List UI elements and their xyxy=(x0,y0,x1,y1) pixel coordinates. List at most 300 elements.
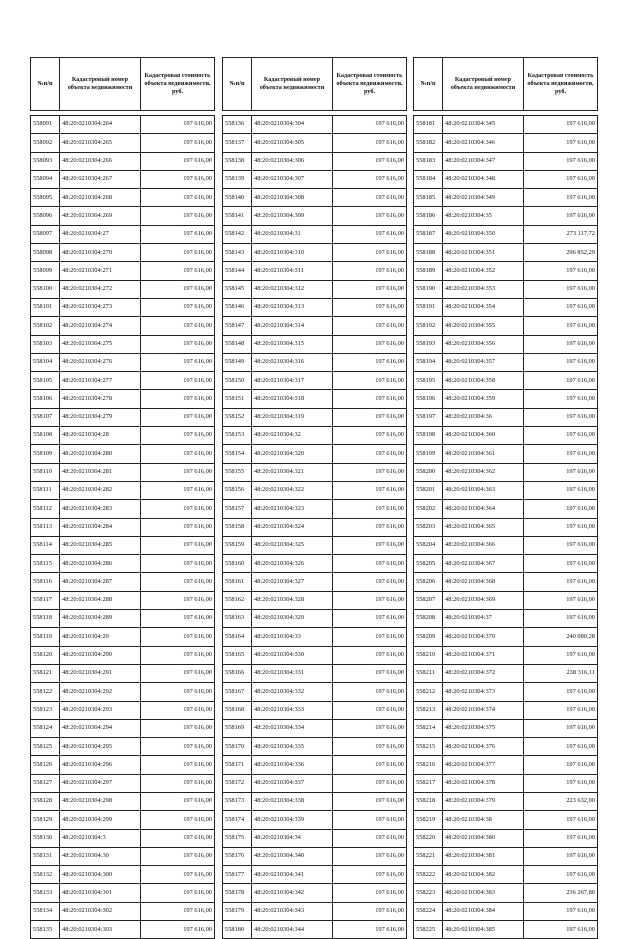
cadastral-number: 48:20:0210304:328 xyxy=(252,591,333,609)
cadastral-cost: 197 616,00 xyxy=(141,481,215,499)
cadastral-number: 48:20:0210304:297 xyxy=(60,774,141,792)
cadastral-cost: 197 616,00 xyxy=(333,134,407,152)
table-row xyxy=(31,610,215,628)
cadastral-number: 48:20:0210304:334 xyxy=(252,719,333,737)
cadastral-cost: 197 616,00 xyxy=(333,152,407,170)
cadastral-cost: 197 616,00 xyxy=(333,353,407,371)
cadastral-cost: 197 616,00 xyxy=(141,225,215,243)
row-number: 558139 xyxy=(223,170,252,188)
cadastral-cost: 197 616,00 xyxy=(333,756,407,774)
cadastral-number: 48:20:0210304:30 xyxy=(60,847,141,865)
cadastral-number: 48:20:0210304:348 xyxy=(443,170,524,188)
table-row xyxy=(31,701,215,719)
table-row xyxy=(223,280,407,298)
cadastral-number: 48:20:0210304:314 xyxy=(252,317,333,335)
cadastral-cost: 197 616,00 xyxy=(141,170,215,188)
cadastral-number: 48:20:0210304:331 xyxy=(252,664,333,682)
row-number: 558140 xyxy=(223,189,252,207)
table-row xyxy=(414,225,598,243)
cadastral-number: 48:20:0210304:342 xyxy=(252,884,333,902)
table-row xyxy=(223,408,407,426)
row-number: 558216 xyxy=(414,756,443,774)
row-number: 558133 xyxy=(31,884,60,902)
cadastral-cost: 197 616,00 xyxy=(524,719,598,737)
table-row xyxy=(414,317,598,335)
table-row xyxy=(223,683,407,701)
row-number: 558138 xyxy=(223,152,252,170)
cadastral-cost: 197 616,00 xyxy=(141,628,215,646)
table-row xyxy=(223,536,407,554)
cadastral-number: 48:20:0210304:371 xyxy=(443,646,524,664)
table-row xyxy=(31,847,215,865)
table-row xyxy=(31,189,215,207)
cadastral-cost: 197 616,00 xyxy=(333,408,407,426)
row-number: 558103 xyxy=(31,335,60,353)
row-number: 558146 xyxy=(223,298,252,316)
row-number: 558096 xyxy=(31,207,60,225)
row-number: 558197 xyxy=(414,408,443,426)
cadastral-number: 48:20:0210304:309 xyxy=(252,207,333,225)
cadastral-number: 48:20:0210304:333 xyxy=(252,701,333,719)
cadastral-number: 48:20:0210304:280 xyxy=(60,445,141,463)
cadastral-cost: 197 616,00 xyxy=(333,170,407,188)
row-number: 558157 xyxy=(223,500,252,518)
table-row xyxy=(31,207,215,225)
row-number: 558092 xyxy=(31,134,60,152)
row-number: 558109 xyxy=(31,445,60,463)
cadastral-cost: 197 616,00 xyxy=(141,756,215,774)
row-number: 558202 xyxy=(414,500,443,518)
table-row xyxy=(223,719,407,737)
table-row xyxy=(223,646,407,664)
row-number: 558131 xyxy=(31,847,60,865)
table-row xyxy=(223,335,407,353)
cadastral-cost: 197 616,00 xyxy=(333,427,407,445)
row-number: 558210 xyxy=(414,646,443,664)
row-number: 558199 xyxy=(414,445,443,463)
table-row xyxy=(414,134,598,152)
cadastral-cost: 197 616,00 xyxy=(141,445,215,463)
table-row xyxy=(414,646,598,664)
row-number: 558189 xyxy=(414,262,443,280)
cadastral-number: 48:20:0210304:385 xyxy=(443,921,524,939)
cadastral-number: 48:20:0210304:313 xyxy=(252,298,333,316)
row-number: 558176 xyxy=(223,847,252,865)
cadastral-number: 48:20:0210304:326 xyxy=(252,555,333,573)
row-number: 558105 xyxy=(31,372,60,390)
table-row xyxy=(414,262,598,280)
cadastral-cost: 197 616,00 xyxy=(141,792,215,810)
cadastral-cost: 197 616,00 xyxy=(333,847,407,865)
row-number: 558175 xyxy=(223,829,252,847)
cadastral-number: 48:20:0210304:265 xyxy=(60,134,141,152)
cadastral-cost: 197 616,00 xyxy=(524,518,598,536)
table-row xyxy=(223,555,407,573)
cadastral-number: 48:20:0210304:296 xyxy=(60,756,141,774)
cadastral-number: 48:20:0210304:332 xyxy=(252,683,333,701)
cadastral-cost: 197 616,00 xyxy=(524,847,598,865)
cadastral-cost: 197 616,00 xyxy=(524,774,598,792)
cadastral-cost: 197 616,00 xyxy=(333,445,407,463)
cadastral-number: 48:20:0210304:379 xyxy=(443,792,524,810)
cadastral-cost: 197 616,00 xyxy=(333,536,407,554)
table-row xyxy=(414,664,598,682)
table-row xyxy=(414,170,598,188)
row-number: 558158 xyxy=(223,518,252,536)
cadastral-number: 48:20:0210304:290 xyxy=(60,646,141,664)
cadastral-number: 48:20:0210304:307 xyxy=(252,170,333,188)
cadastral-number: 48:20:0210304:359 xyxy=(443,390,524,408)
cadastral-number: 48:20:0210304:33 xyxy=(252,628,333,646)
table-row xyxy=(414,244,598,262)
cadastral-number: 48:20:0210304:284 xyxy=(60,518,141,536)
table-row xyxy=(223,573,407,591)
header-num: №п/п xyxy=(223,58,252,111)
cadastral-cost: 197 616,00 xyxy=(333,792,407,810)
cadastral-cost: 197 616,00 xyxy=(524,116,598,134)
row-number: 558123 xyxy=(31,701,60,719)
table-row xyxy=(414,829,598,847)
table-row xyxy=(414,610,598,628)
cadastral-cost: 197 616,00 xyxy=(524,756,598,774)
cadastral-number: 48:20:0210304:347 xyxy=(443,152,524,170)
row-number: 558186 xyxy=(414,207,443,225)
cadastral-number: 48:20:0210304:35 xyxy=(443,207,524,225)
cadastral-number: 48:20:0210304:273 xyxy=(60,298,141,316)
row-number: 558127 xyxy=(31,774,60,792)
row-number: 558208 xyxy=(414,610,443,628)
cadastral-number: 48:20:0210304:295 xyxy=(60,738,141,756)
row-number: 558211 xyxy=(414,664,443,682)
cadastral-number: 48:20:0210304:350 xyxy=(443,225,524,243)
cadastral-cost: 197 616,00 xyxy=(524,500,598,518)
cadastral-number: 48:20:0210304:339 xyxy=(252,811,333,829)
cadastral-cost: 197 616,00 xyxy=(524,170,598,188)
row-number: 558182 xyxy=(414,134,443,152)
table-row xyxy=(223,902,407,920)
row-number: 558177 xyxy=(223,866,252,884)
row-number: 558207 xyxy=(414,591,443,609)
table-row xyxy=(31,335,215,353)
table-row xyxy=(223,792,407,810)
row-number: 558122 xyxy=(31,683,60,701)
cadastral-number: 48:20:0210304:354 xyxy=(443,298,524,316)
cadastral-number: 48:20:0210304:308 xyxy=(252,189,333,207)
cadastral-cost: 197 616,00 xyxy=(141,536,215,554)
table-row xyxy=(31,518,215,536)
row-number: 558214 xyxy=(414,719,443,737)
row-number: 558221 xyxy=(414,847,443,865)
row-number: 558093 xyxy=(31,152,60,170)
cadastral-cost: 197 616,00 xyxy=(333,298,407,316)
cadastral-number: 48:20:0210304:381 xyxy=(443,847,524,865)
table-row xyxy=(31,134,215,152)
cadastral-number: 48:20:0210304:321 xyxy=(252,463,333,481)
cadastral-number: 48:20:0210304:360 xyxy=(443,427,524,445)
cadastral-cost: 240 080,28 xyxy=(524,628,598,646)
cadastral-cost: 197 616,00 xyxy=(141,646,215,664)
cadastral-cost: 197 616,00 xyxy=(524,481,598,499)
cadastral-number: 48:20:0210304:375 xyxy=(443,719,524,737)
cadastral-cost: 197 616,00 xyxy=(141,317,215,335)
table-row xyxy=(31,390,215,408)
cadastral-cost: 197 616,00 xyxy=(524,353,598,371)
cadastral-number: 48:20:0210304:306 xyxy=(252,152,333,170)
cadastral-cost: 197 616,00 xyxy=(141,555,215,573)
cadastral-cost: 197 616,00 xyxy=(333,244,407,262)
table-row xyxy=(223,390,407,408)
row-number: 558215 xyxy=(414,738,443,756)
table-row xyxy=(414,591,598,609)
cadastral-number: 48:20:0210304:366 xyxy=(443,536,524,554)
cadastral-number: 48:20:0210304:269 xyxy=(60,207,141,225)
cadastral-cost: 197 616,00 xyxy=(141,902,215,920)
table-row xyxy=(223,116,407,134)
cadastral-cost: 197 616,00 xyxy=(333,811,407,829)
row-number: 558184 xyxy=(414,170,443,188)
row-number: 558201 xyxy=(414,481,443,499)
table-row xyxy=(31,445,215,463)
cadastral-number: 48:20:0210304:267 xyxy=(60,170,141,188)
row-number: 558212 xyxy=(414,683,443,701)
cadastral-cost: 197 616,00 xyxy=(524,335,598,353)
cadastral-cost: 197 616,00 xyxy=(141,463,215,481)
table-row xyxy=(223,225,407,243)
row-number: 558111 xyxy=(31,481,60,499)
cadastral-cost: 273 117,72 xyxy=(524,225,598,243)
cadastral-number: 48:20:0210304:32 xyxy=(252,427,333,445)
row-number: 558161 xyxy=(223,573,252,591)
cadastral-cost: 197 616,00 xyxy=(333,225,407,243)
cadastral-cost: 197 616,00 xyxy=(141,664,215,682)
cadastral-number: 48:20:0210304:3 xyxy=(60,829,141,847)
table-row xyxy=(414,536,598,554)
table-row xyxy=(223,170,407,188)
header-row xyxy=(414,58,598,111)
table-row xyxy=(414,445,598,463)
cadastral-cost: 197 616,00 xyxy=(524,866,598,884)
row-number: 558147 xyxy=(223,317,252,335)
table-row xyxy=(223,298,407,316)
table-row xyxy=(414,902,598,920)
row-number: 558185 xyxy=(414,189,443,207)
cadastral-cost: 197 616,00 xyxy=(524,829,598,847)
cadastral-number: 48:20:0210304:298 xyxy=(60,792,141,810)
row-number: 558183 xyxy=(414,152,443,170)
table-row xyxy=(31,792,215,810)
row-number: 558120 xyxy=(31,646,60,664)
cadastral-table xyxy=(222,57,407,939)
header-num: №п/п xyxy=(414,58,443,111)
cadastral-cost: 197 616,00 xyxy=(524,902,598,920)
cadastral-number: 48:20:0210304:374 xyxy=(443,701,524,719)
table-row xyxy=(414,408,598,426)
row-number: 558110 xyxy=(31,463,60,481)
row-number: 558213 xyxy=(414,701,443,719)
row-number: 558142 xyxy=(223,225,252,243)
table-row xyxy=(414,116,598,134)
row-number: 558156 xyxy=(223,481,252,499)
cadastral-cost: 197 616,00 xyxy=(141,811,215,829)
cadastral-number: 48:20:0210304:266 xyxy=(60,152,141,170)
table-row xyxy=(31,262,215,280)
row-number: 558167 xyxy=(223,683,252,701)
cadastral-number: 48:20:0210304:292 xyxy=(60,683,141,701)
table-row xyxy=(414,738,598,756)
row-number: 558171 xyxy=(223,756,252,774)
cadastral-number: 48:20:0210304:337 xyxy=(252,774,333,792)
table-row xyxy=(223,445,407,463)
cadastral-cost: 197 616,00 xyxy=(333,116,407,134)
cadastral-number: 48:20:0210304:301 xyxy=(60,884,141,902)
row-number: 558217 xyxy=(414,774,443,792)
row-number: 558121 xyxy=(31,664,60,682)
cadastral-number: 48:20:0210304:300 xyxy=(60,866,141,884)
cadastral-number: 48:20:0210304:286 xyxy=(60,555,141,573)
cadastral-cost: 197 616,00 xyxy=(141,500,215,518)
table-row xyxy=(31,170,215,188)
header-cadastral-number: Кадастровый номер объекта недвижимости xyxy=(60,58,141,111)
cadastral-cost: 197 616,00 xyxy=(333,921,407,939)
cadastral-cost: 197 616,00 xyxy=(141,683,215,701)
cadastral-number: 48:20:0210304:318 xyxy=(252,390,333,408)
row-number: 558106 xyxy=(31,390,60,408)
cadastral-number: 48:20:0210304:369 xyxy=(443,591,524,609)
row-number: 558194 xyxy=(414,353,443,371)
table-row xyxy=(223,463,407,481)
cadastral-number: 48:20:0210304:340 xyxy=(252,847,333,865)
cadastral-table xyxy=(413,57,598,939)
cadastral-number: 48:20:0210304:282 xyxy=(60,481,141,499)
row-number: 558130 xyxy=(31,829,60,847)
row-number: 558135 xyxy=(31,921,60,939)
cadastral-number: 48:20:0210304:370 xyxy=(443,628,524,646)
cadastral-cost: 197 616,00 xyxy=(141,866,215,884)
cadastral-cost: 197 616,00 xyxy=(333,207,407,225)
row-number: 558136 xyxy=(223,116,252,134)
cadastral-cost: 197 616,00 xyxy=(141,262,215,280)
row-number: 558190 xyxy=(414,280,443,298)
cadastral-cost: 197 616,00 xyxy=(333,738,407,756)
cadastral-number: 48:20:0210304:271 xyxy=(60,262,141,280)
table-row xyxy=(223,134,407,152)
table-row xyxy=(223,353,407,371)
cadastral-number: 48:20:0210304:377 xyxy=(443,756,524,774)
cadastral-number: 48:20:0210304:373 xyxy=(443,683,524,701)
row-number: 558187 xyxy=(414,225,443,243)
cadastral-number: 48:20:0210304:283 xyxy=(60,500,141,518)
cadastral-number: 48:20:0210304:304 xyxy=(252,116,333,134)
cadastral-number: 48:20:0210304:323 xyxy=(252,500,333,518)
row-number: 558195 xyxy=(414,372,443,390)
cadastral-cost: 197 616,00 xyxy=(141,427,215,445)
cadastral-number: 48:20:0210304:383 xyxy=(443,884,524,902)
row-number: 558099 xyxy=(31,262,60,280)
row-number: 558150 xyxy=(223,372,252,390)
table-row xyxy=(223,372,407,390)
cadastral-number: 48:20:0210304:278 xyxy=(60,390,141,408)
table-row xyxy=(414,847,598,865)
cadastral-cost: 197 616,00 xyxy=(333,664,407,682)
table-row xyxy=(223,189,407,207)
table-row xyxy=(31,500,215,518)
table-row xyxy=(223,500,407,518)
header-cadastral-number: Кадастровый номер объекта недвижимости xyxy=(443,58,524,111)
cadastral-cost: 197 616,00 xyxy=(524,811,598,829)
table-row xyxy=(223,774,407,792)
cadastral-cost: 197 616,00 xyxy=(333,591,407,609)
row-number: 558198 xyxy=(414,427,443,445)
row-number: 558179 xyxy=(223,902,252,920)
table-row xyxy=(223,207,407,225)
table-row xyxy=(223,481,407,499)
table-row xyxy=(223,829,407,847)
table-row xyxy=(414,719,598,737)
row-number: 558097 xyxy=(31,225,60,243)
cadastral-cost: 197 616,00 xyxy=(333,628,407,646)
table-row xyxy=(414,427,598,445)
cadastral-cost: 197 616,00 xyxy=(141,207,215,225)
cadastral-number: 48:20:0210304:291 xyxy=(60,664,141,682)
cadastral-number: 48:20:0210304:299 xyxy=(60,811,141,829)
row-number: 558164 xyxy=(223,628,252,646)
cadastral-number: 48:20:0210304:268 xyxy=(60,189,141,207)
table-row xyxy=(223,152,407,170)
cadastral-cost: 197 616,00 xyxy=(333,683,407,701)
cadastral-cost: 197 616,00 xyxy=(141,774,215,792)
cadastral-table xyxy=(30,57,215,939)
cadastral-cost: 197 616,00 xyxy=(141,518,215,536)
cadastral-cost: 197 616,00 xyxy=(333,866,407,884)
table-row xyxy=(414,390,598,408)
row-number: 558151 xyxy=(223,390,252,408)
row-number: 558107 xyxy=(31,408,60,426)
cadastral-number: 48:20:0210304:294 xyxy=(60,719,141,737)
cadastral-cost: 197 616,00 xyxy=(141,244,215,262)
row-number: 558205 xyxy=(414,555,443,573)
cadastral-cost: 197 616,00 xyxy=(141,189,215,207)
table-row xyxy=(31,408,215,426)
row-number: 558181 xyxy=(414,116,443,134)
cadastral-number: 48:20:0210304:329 xyxy=(252,610,333,628)
table-row xyxy=(31,866,215,884)
table-row xyxy=(223,628,407,646)
row-number: 558178 xyxy=(223,884,252,902)
cadastral-cost: 197 616,00 xyxy=(524,921,598,939)
row-number: 558137 xyxy=(223,134,252,152)
cadastral-cost: 197 616,00 xyxy=(524,189,598,207)
table-row xyxy=(223,847,407,865)
cadastral-cost: 197 616,00 xyxy=(524,463,598,481)
cadastral-number: 48:20:0210304:345 xyxy=(443,116,524,134)
table-row xyxy=(414,811,598,829)
row-number: 558162 xyxy=(223,591,252,609)
row-number: 558170 xyxy=(223,738,252,756)
table-row xyxy=(31,774,215,792)
cadastral-number: 48:20:0210304:380 xyxy=(443,829,524,847)
table-row xyxy=(223,921,407,939)
row-number: 558223 xyxy=(414,884,443,902)
cadastral-number: 48:20:0210304:293 xyxy=(60,701,141,719)
row-number: 558192 xyxy=(414,317,443,335)
cadastral-number: 48:20:0210304:382 xyxy=(443,866,524,884)
row-number: 558203 xyxy=(414,518,443,536)
cadastral-cost: 197 616,00 xyxy=(141,372,215,390)
row-number: 558108 xyxy=(31,427,60,445)
cadastral-cost: 197 616,00 xyxy=(141,738,215,756)
cadastral-number: 48:20:0210304:312 xyxy=(252,280,333,298)
cadastral-cost: 236 267,80 xyxy=(524,884,598,902)
